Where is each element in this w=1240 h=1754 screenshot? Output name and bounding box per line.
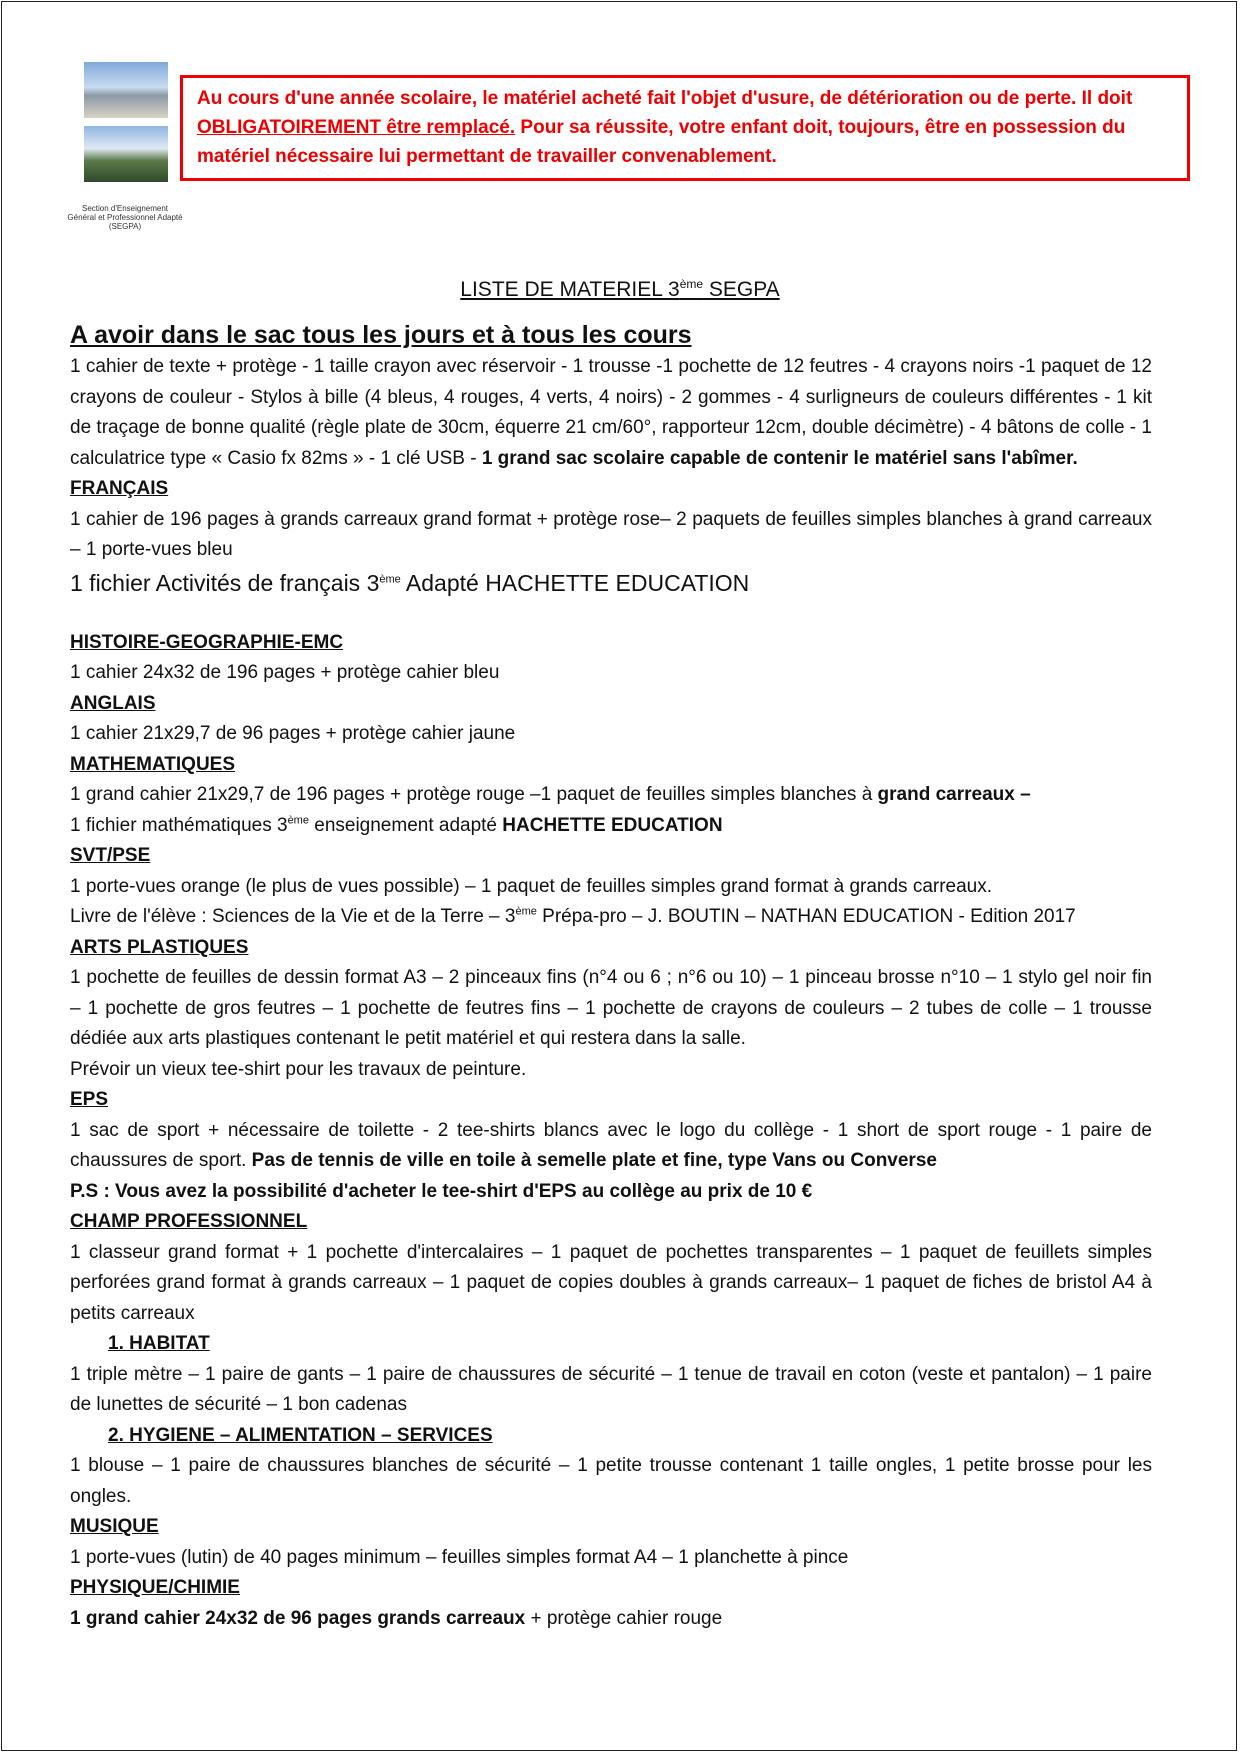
warning-emphasis: OBLIGATOIREMENT être remplacé. — [197, 117, 516, 138]
musique-items: 1 porte-vues (lutin) de 40 pages minimum – feuilles simples format A4 – 1 planchette à pince — [70, 1546, 849, 1568]
arts-items: 1 pochette de feuilles de dessin format A3 – 2 pinceaux fins (n°4 ou 6 ; n°6 ou 10) – 1 pinceau brosse n°10 – 1 stylo gel noir fin – 1 pochette de gros feutres – 1 pochette de feutres fins – 1 pochette de crayons de couleurs – 2 tubes de colle – 1 trousse dédiée aux arts plastiques contenant le petit matériel et qui restera dans la salle. — [70, 967, 1152, 1049]
school-line: Général et Professionnel Adapté — [67, 213, 183, 222]
section-heading-francais: FRANÇAIS — [70, 478, 169, 499]
maths-text: 1 grand cahier 21x29,7 de 196 pages + protège rouge –1 paquet de feuilles simples blanches à — [70, 784, 878, 805]
francais-fichier — [70, 566, 1152, 600]
subheading-habitat: 1. HABITAT — [108, 1333, 210, 1354]
svt-items: 1 porte-vues orange (le plus de vues possible) – 1 paquet de feuilles simples grand format à grands carreaux. — [70, 875, 993, 897]
maths-bold: HACHETTE EDUCATION — [502, 814, 723, 836]
school-line: (SEGPA) — [108, 222, 142, 231]
eps-text: 1 sac de sport + nécessaire de toilette - 2 tee-shirts blancs avec le logo du collège - 1 short de sport rouge - 1 paire de chaussures de sport. — [70, 1119, 1152, 1171]
section-heading-musique: MUSIQUE — [70, 1516, 159, 1537]
habitat-items: 1 triple mètre – 1 paire de gants – 1 paire de chaussures de sécurité – 1 tenue de travail en coton (veste et pantalon) – 1 paire de lunettes de sécurité – 1 bon cadenas — [70, 1363, 1152, 1415]
fichier-sup: ème — [379, 572, 401, 585]
section-heading-svt: SVT/PSE — [70, 845, 151, 866]
fichier-text: 1 fichier Activités de français 3 — [70, 569, 380, 596]
section-heading-maths: MATHEMATIQUES — [70, 753, 236, 775]
school-line: Section d'Enseignement — [81, 204, 169, 213]
section-heading-champ: CHAMP PROFESSIONNEL — [70, 1211, 308, 1232]
maths-text: enseignement adapté — [308, 814, 503, 836]
fichier-rest: Adapté HACHETTE EDUCATION — [400, 569, 750, 596]
maths-bold: grand carreaux – — [877, 784, 1031, 805]
maths-items-1 — [70, 780, 1152, 811]
maths-items-2 — [70, 811, 1152, 842]
daily-text: 1 cahier de texte + protège - 1 taille crayon avec réservoir - 1 trousse -1 pochette de 12 feutres - 4 crayons noirs -1 paquet de 12 crayons de couleur - Stylos à bille (4 bleus, 4 rouges, 4 verts, 4 noirs) - 2 gommes - 4 surligneurs de couleurs différentes - 1 kit de traçage de bonne qualité (règle plate de 30cm, équerre 21 cm/60°, rapporteur 12cm, double décimètre) - 4 bâtons de colle - 1 calculatrice type « Casio fx 82ms » - 1 clé USB - — [70, 356, 1152, 469]
school-address-block — [50, 204, 200, 231]
warning-text: Pour sa réussite, votre enfant doit, toujours, être en possession du — [515, 117, 1126, 138]
subheading-hygiene: 2. HYGIENE – ALIMENTATION – SERVICES — [108, 1424, 493, 1446]
svt-sup: ème — [515, 905, 537, 918]
francais-items: 1 cahier de 196 pages à grands carreaux grand format + protège rose– 2 paquets de feuilles simples blanches à grand carreaux – 1 porte-vues bleu — [70, 508, 1152, 560]
section-heading-eps: EPS — [70, 1089, 109, 1110]
section-heading-histoire: HISTOIRE-GEOGRAPHIE-EMC — [70, 631, 344, 653]
svt-text: Livre de l'élève : Sciences de la Vie et de la Terre – 3 — [70, 906, 516, 927]
section-heading-arts: ARTS PLASTIQUES — [70, 936, 249, 958]
maths-sup: ème — [287, 814, 309, 827]
svt-text: Prépa-pro – J. BOUTIN – NATHAN EDUCATION - Edition 2017 — [536, 906, 1076, 927]
eps-bold: Pas de tennis de ville en toile à semelle plate et fine, type Vans ou Converse — [251, 1150, 937, 1171]
school-photo-top — [84, 62, 168, 118]
warning-text: matériel nécessaire lui permettant de travailler convenablement. — [197, 146, 777, 167]
school-photo-bottom — [84, 126, 168, 182]
histoire-items: 1 cahier 24x32 de 196 pages + protège cahier bleu — [70, 662, 500, 683]
daily-items — [70, 352, 1152, 474]
section-heading-anglais: ANGLAIS — [70, 692, 156, 714]
warning-box — [180, 75, 1190, 181]
eps-ps: P.S : Vous avez la possibilité d'acheter le tee-shirt d'EPS au collège au prix de 10 € — [70, 1180, 813, 1202]
daily-heading: A avoir dans le sac tous les jours et à tous les cours — [70, 321, 692, 349]
physique-text: + protège cahier rouge — [525, 1607, 723, 1629]
title-text-rest: SEGPA — [703, 278, 780, 301]
maths-text: 1 fichier mathématiques 3 — [70, 814, 288, 836]
physique-items — [70, 1604, 1152, 1635]
anglais-items: 1 cahier 21x29,7 de 96 pages + protège cahier jaune — [70, 723, 516, 744]
eps-items — [70, 1116, 1152, 1177]
svt-book — [70, 902, 1152, 933]
warning-text: Au cours d'une année scolaire, le matériel acheté fait l'objet d'usure, de détérioration ou de perte. Il doit — [197, 88, 1133, 109]
physique-bold: 1 grand cahier 24x32 de 96 pages grands carreaux — [70, 1607, 526, 1629]
material-list — [70, 318, 1152, 1634]
hygiene-items: 1 blouse – 1 paire de chaussures blanches de sécurité – 1 petite trousse contenant 1 taille ongles, 1 petite brosse pour les ongles. — [70, 1455, 1152, 1507]
title-sup: ème — [679, 277, 704, 291]
section-heading-physique: PHYSIQUE/CHIMIE — [70, 1577, 240, 1598]
arts-note: Prévoir un vieux tee-shirt pour les travaux de peinture. — [70, 1058, 527, 1080]
champ-items: 1 classeur grand format + 1 pochette d'intercalaires – 1 paquet de pochettes transparentes – 1 paquet de feuillets simples perforées grand format à grands carreaux – 1 paquet de copies doubles à grands carreaux– 1 paquet de fiches de bristol A4 à petits carreaux — [70, 1241, 1152, 1324]
daily-bold: 1 grand sac scolaire capable de contenir le matériel sans l'abîmer. — [481, 447, 1078, 469]
title-text: LISTE DE MATERIEL 3 — [460, 278, 680, 301]
page-title — [0, 278, 1240, 302]
